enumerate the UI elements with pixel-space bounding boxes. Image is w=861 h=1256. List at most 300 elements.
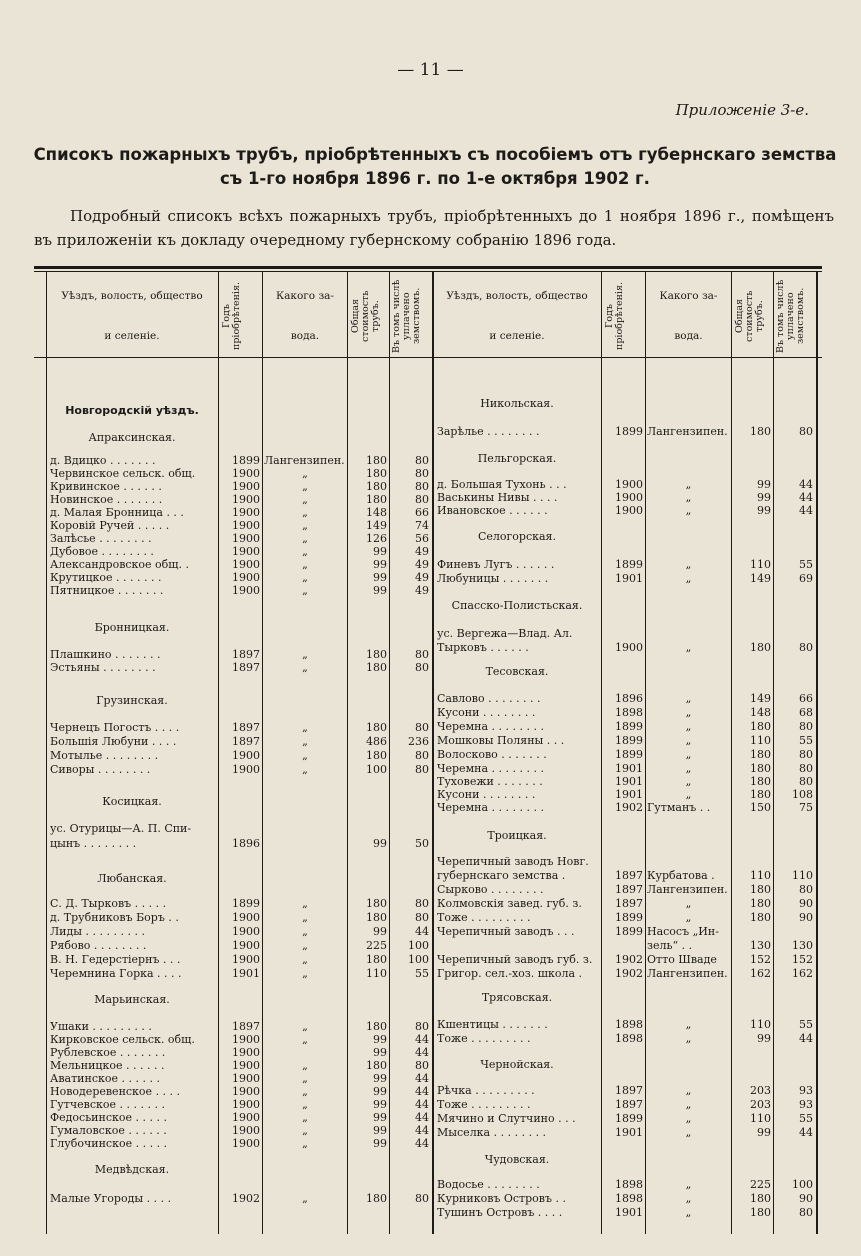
row-zemstvo: 80 xyxy=(415,1020,429,1033)
volost-heading: Медвѣдская. xyxy=(94,1163,170,1176)
volost-heading: Чернойская. xyxy=(480,1058,554,1071)
row-place: Кривинское . . . . . . xyxy=(50,480,162,493)
row-place: Аватинское . . . . . . xyxy=(50,1072,160,1085)
row-year: 1901 xyxy=(615,762,643,775)
row-factory: „ xyxy=(302,480,308,493)
row-place: Тоже . . . . . . . . . xyxy=(437,1098,531,1111)
row-year: 1900 xyxy=(232,467,260,480)
volost-heading: Трясовская. xyxy=(481,991,553,1004)
row-place: Кирковское сельск. общ. xyxy=(50,1033,195,1046)
row-cost: 99 xyxy=(373,1098,387,1111)
row-place: Дубовое . . . . . . . . xyxy=(50,545,154,558)
row-zemstvo: 80 xyxy=(799,775,813,788)
row-zemstvo: 66 xyxy=(415,506,429,519)
row-zemstvo: 74 xyxy=(415,519,429,532)
row-zemstvo: 93 xyxy=(799,1098,813,1111)
row-cost: 180 xyxy=(366,911,387,924)
volost-heading: Косицкая. xyxy=(102,795,162,808)
row-zemstvo: 80 xyxy=(415,749,429,762)
volost-heading: Апраксинская. xyxy=(88,431,176,444)
row-place: Волосково . . . . . . . xyxy=(437,748,547,761)
row-zemstvo: 80 xyxy=(415,480,429,493)
row-cost: 225 xyxy=(750,1178,771,1191)
row-factory: „ xyxy=(685,1192,692,1205)
row-factory: „ xyxy=(302,571,308,584)
row-year: 1901 xyxy=(615,572,643,585)
row-zemstvo: 236 xyxy=(408,735,429,748)
row-zemstvo: 44 xyxy=(415,1046,429,1059)
row-zemstvo: 44 xyxy=(415,1072,429,1085)
row-place: д. Вдицко . . . . . . . xyxy=(50,454,156,467)
row-zemstvo: 44 xyxy=(799,1126,813,1139)
header-place-line1: Уѣздъ, волость, общество xyxy=(446,290,588,302)
volost-heading: Спасско-Полистьская. xyxy=(451,599,583,612)
row-year: 1900 xyxy=(232,1085,260,1098)
row-cost: 180 xyxy=(750,897,771,910)
row-factory: „ xyxy=(302,1059,308,1072)
row-factory: „ xyxy=(685,1126,692,1139)
header-factory-line1: Какого за- xyxy=(659,290,718,302)
row-year: 1898 xyxy=(615,1018,643,1031)
row-place: Рублевское . . . . . . . xyxy=(50,1046,166,1059)
row-cost: 180 xyxy=(750,720,771,733)
row-factory: „ xyxy=(302,532,308,545)
row-year: 1899 xyxy=(232,897,260,910)
row-factory: „ xyxy=(685,706,692,719)
row-year: 1896 xyxy=(232,837,260,850)
col-divider xyxy=(601,272,602,1234)
row-place: Гутчевское . . . . . . . xyxy=(50,1098,165,1111)
row-cost: 110 xyxy=(750,734,771,747)
table-top-rule-thin xyxy=(34,271,822,272)
row-zemstvo: 108 xyxy=(792,788,813,801)
row-year: 1897 xyxy=(232,721,260,734)
row-zemstvo: 50 xyxy=(415,837,429,850)
row-year: 1900 xyxy=(232,1111,260,1124)
row-zemstvo: 80 xyxy=(415,661,429,674)
row-year: 1901 xyxy=(615,788,643,801)
row-place: Ивановское . . . . . . xyxy=(437,504,548,517)
row-factory: „ xyxy=(302,1072,308,1085)
document-subtitle: Подробный списокъ всѣхъ пожарныхъ трубъ, пріобрѣтенныхъ до 1 ноября 1896 г., помѣщенъ въ приложеніи къ докладу очередному губернскому собранію 1896 года. xyxy=(34,207,834,249)
header-place-line2: и селеніе. xyxy=(489,330,545,342)
volost-heading: Чудовская. xyxy=(484,1153,550,1166)
row-factory: „ xyxy=(302,506,308,519)
row-cost: 180 xyxy=(366,480,387,493)
row-factory: „ xyxy=(302,735,308,748)
row-year: 1902 xyxy=(232,1192,260,1205)
row-cost: 99 xyxy=(373,545,387,558)
row-year: 1899 xyxy=(615,925,643,938)
row-cost: 162 xyxy=(750,967,771,980)
row-cost: 110 xyxy=(750,1112,771,1125)
row-year: 1898 xyxy=(615,706,643,719)
row-year: 1900 xyxy=(615,478,643,491)
row-zemstvo: 44 xyxy=(799,491,813,504)
row-cost: 180 xyxy=(366,454,387,467)
row-zemstvo: 80 xyxy=(415,467,429,480)
row-zemstvo: 55 xyxy=(799,1018,813,1031)
volost-heading: Селогорская. xyxy=(478,530,556,543)
row-place: Черепичный заводъ Новг. xyxy=(437,855,589,868)
row-place: В. Н. Гедерстіернъ . . . xyxy=(50,953,181,966)
row-place: Новодеревенское . . . . xyxy=(50,1085,181,1098)
row-zemstvo: 49 xyxy=(415,571,429,584)
header-factory-right xyxy=(647,276,730,356)
row-zemstvo: 152 xyxy=(792,953,813,966)
row-place: Колмовскія завед. губ. з. xyxy=(437,897,582,910)
table-top-rule xyxy=(34,266,822,269)
row-cost: 99 xyxy=(373,1072,387,1085)
row-cost: 180 xyxy=(750,748,771,761)
row-cost: 180 xyxy=(366,953,387,966)
row-factory: „ xyxy=(685,1098,692,1111)
row-place: Черемна . . . . . . . . xyxy=(437,762,544,775)
row-zemstvo: 44 xyxy=(415,925,429,938)
row-zemstvo: 44 xyxy=(415,1137,429,1150)
row-year: 1900 xyxy=(232,519,260,532)
row-place: Водосье . . . . . . . . xyxy=(437,1178,540,1191)
row-zemstvo: 90 xyxy=(799,911,813,924)
row-place: Плашкино . . . . . . . xyxy=(50,648,161,661)
row-cost: 110 xyxy=(750,1018,771,1031)
row-year: 1900 xyxy=(232,558,260,571)
row-cost: 180 xyxy=(366,1192,387,1205)
row-zemstvo: 49 xyxy=(415,545,429,558)
row-cost: 180 xyxy=(366,661,387,674)
row-factory: Отто Шваде xyxy=(647,953,717,966)
row-cost: 180 xyxy=(750,911,771,924)
row-place: Тоже . . . . . . . . . xyxy=(437,911,531,924)
row-cost: 180 xyxy=(366,1020,387,1033)
row-factory: „ xyxy=(685,788,692,801)
row-cost: 99 xyxy=(373,837,387,850)
row-zemstvo: 69 xyxy=(799,572,813,585)
row-place: Лиды . . . . . . . . . xyxy=(50,925,145,938)
row-cost: 100 xyxy=(366,763,387,776)
volost-heading: Троицкая. xyxy=(487,829,547,842)
row-year: 1897 xyxy=(615,1084,643,1097)
row-year: 1898 xyxy=(615,1178,643,1191)
row-factory: „ xyxy=(302,1137,308,1150)
row-factory: „ xyxy=(302,721,308,734)
row-year: 1900 xyxy=(232,953,260,966)
row-year: 1901 xyxy=(232,967,260,980)
row-factory: Лангензипен. xyxy=(647,883,728,896)
row-place: Туховежи . . . . . . . xyxy=(437,775,543,788)
row-place: Ушаки . . . . . . . . . xyxy=(50,1020,152,1033)
row-cost: 99 xyxy=(373,1033,387,1046)
row-factory: „ xyxy=(302,1192,308,1205)
row-place: Александровское общ. . xyxy=(50,558,190,571)
row-zemstvo: 44 xyxy=(415,1124,429,1137)
row-place: Зарѣлье . . . . . . . . xyxy=(437,425,540,438)
row-zemstvo: 80 xyxy=(415,721,429,734)
header-place-right xyxy=(435,276,599,356)
row-factory: „ xyxy=(685,720,692,733)
row-place: Мыселка . . . . . . . . xyxy=(437,1126,547,1139)
row-zemstvo: 44 xyxy=(799,1032,813,1045)
row-cost: 180 xyxy=(366,721,387,734)
row-year: 1897 xyxy=(615,883,643,896)
row-place: Савлово . . . . . . . . xyxy=(437,692,541,705)
row-place: Мотылье . . . . . . . . xyxy=(50,749,159,762)
row-zemstvo: 55 xyxy=(799,558,813,571)
row-place: Тушинъ Островъ . . . . xyxy=(437,1206,563,1219)
row-cost: 99 xyxy=(757,1032,771,1045)
row-year: 1897 xyxy=(232,1020,260,1033)
row-zemstvo: 44 xyxy=(415,1098,429,1111)
header-cost: Общая стоимость трубъ. xyxy=(350,290,381,342)
row-place: губернскаго земства . xyxy=(437,869,566,882)
row-year: 1899 xyxy=(615,911,643,924)
row-place: Рябово . . . . . . . . xyxy=(50,939,147,952)
row-zemstvo: 49 xyxy=(415,558,429,571)
row-factory: „ xyxy=(302,925,308,938)
row-cost: 148 xyxy=(750,706,771,719)
row-year: 1899 xyxy=(615,425,643,438)
volost-heading: Пельгорская. xyxy=(477,452,557,465)
row-place: Новинское . . . . . . . xyxy=(50,493,163,506)
row-place: Крутицкое . . . . . . . xyxy=(50,571,162,584)
row-zemstvo: 110 xyxy=(792,869,813,882)
row-year: 1897 xyxy=(615,897,643,910)
row-zemstvo: 44 xyxy=(415,1111,429,1124)
row-cost: 180 xyxy=(750,425,771,438)
row-place: С. Д. Тырковъ . . . . . xyxy=(50,897,167,910)
row-zemstvo: 75 xyxy=(799,801,813,814)
volost-heading: Любанская. xyxy=(97,872,167,885)
row-factory: „ xyxy=(302,1098,308,1111)
row-zemstvo: 80 xyxy=(415,897,429,910)
row-factory: „ xyxy=(685,1178,692,1191)
row-year: 1901 xyxy=(615,1126,643,1139)
row-cost: 149 xyxy=(366,519,387,532)
row-zemstvo: 80 xyxy=(415,493,429,506)
col-divider xyxy=(262,272,263,1234)
row-place: Мячино и Слутчино . . . xyxy=(437,1112,576,1125)
row-cost: 99 xyxy=(373,558,387,571)
row-zemstvo: 100 xyxy=(408,953,429,966)
row-cost: 99 xyxy=(373,925,387,938)
row-year: 1899 xyxy=(232,454,260,467)
row-cost: 180 xyxy=(750,788,771,801)
row-year: 1900 xyxy=(232,1046,260,1059)
volost-heading: Марьинская. xyxy=(94,993,170,1006)
row-place: Мошковы Поляны . . . xyxy=(437,734,565,747)
row-cost: 150 xyxy=(750,801,771,814)
row-factory: „ xyxy=(302,1124,308,1137)
row-factory: „ xyxy=(302,1085,308,1098)
row-factory: „ xyxy=(685,897,692,910)
row-place: Тоже . . . . . . . . . xyxy=(437,1032,531,1045)
row-place: Мельницкое . . . . . . xyxy=(50,1059,165,1072)
row-year: 1900 xyxy=(232,763,260,776)
row-factory: „ xyxy=(302,1020,308,1033)
row-factory: Насосъ „Ин- xyxy=(647,925,719,938)
volost-heading: Никольская. xyxy=(480,397,554,410)
row-zemstvo: 44 xyxy=(799,478,813,491)
row-cost: 180 xyxy=(750,641,771,654)
row-year: 1900 xyxy=(232,506,260,519)
row-year: 1897 xyxy=(232,735,260,748)
row-cost: 180 xyxy=(750,762,771,775)
row-year: 1900 xyxy=(232,911,260,924)
row-factory: „ xyxy=(302,1033,308,1046)
row-year: 1901 xyxy=(615,1206,643,1219)
row-place: Коровій Ручей . . . . . xyxy=(50,519,170,532)
row-factory: „ xyxy=(302,558,308,571)
row-place: Чернецъ Погостъ . . . . xyxy=(50,721,180,734)
row-factory: „ xyxy=(685,504,692,517)
row-zemstvo: 55 xyxy=(799,734,813,747)
row-year: 1900 xyxy=(615,504,643,517)
row-place: Гумаловское . . . . . . xyxy=(50,1124,167,1137)
row-zemstvo: 49 xyxy=(415,584,429,597)
col-divider xyxy=(816,272,818,1234)
row-cost: 99 xyxy=(757,478,771,491)
row-zemstvo: 93 xyxy=(799,1084,813,1097)
document-title: Списокъ пожарныхъ трубъ, пріобрѣтенныхъ съ пособіемъ отъ губернскаго земства съ 1-го ноября 1896 г. по 1-е октября 1902 г. xyxy=(33,145,837,188)
row-year: 1900 xyxy=(232,1137,260,1150)
volost-heading: Грузинская. xyxy=(96,694,168,707)
row-factory: „ xyxy=(302,939,308,952)
row-year: 1899 xyxy=(615,558,643,571)
row-cost: 99 xyxy=(373,571,387,584)
row-cost: 126 xyxy=(366,532,387,545)
row-cost: 99 xyxy=(373,1124,387,1137)
row-zemstvo: 80 xyxy=(799,883,813,896)
row-factory: зель“ . . xyxy=(647,939,693,952)
row-place: Сиворы . . . . . . . . xyxy=(50,763,151,776)
row-zemstvo: 100 xyxy=(408,939,429,952)
row-cost: 180 xyxy=(750,775,771,788)
row-factory: „ xyxy=(302,1111,308,1124)
row-year: 1899 xyxy=(615,748,643,761)
row-place: цынъ . . . . . . . . xyxy=(50,837,137,850)
row-factory: „ xyxy=(685,491,692,504)
row-cost: 180 xyxy=(366,648,387,661)
row-factory: „ xyxy=(685,734,692,747)
row-zemstvo: 80 xyxy=(799,720,813,733)
row-cost: 180 xyxy=(366,1059,387,1072)
row-zemstvo: 80 xyxy=(415,911,429,924)
row-place: Эстьяны . . . . . . . . xyxy=(50,661,156,674)
row-year: 1900 xyxy=(232,1059,260,1072)
row-year: 1900 xyxy=(232,1098,260,1111)
row-zemstvo: 130 xyxy=(792,939,813,952)
row-year: 1899 xyxy=(615,720,643,733)
row-year: 1899 xyxy=(615,734,643,747)
row-place: Черемна . . . . . . . . xyxy=(437,801,544,814)
row-factory: „ xyxy=(302,661,308,674)
appendix-label: Приложеніе 3-е. xyxy=(675,101,809,119)
row-place: Кшентицы . . . . . . . xyxy=(437,1018,548,1031)
row-cost: 180 xyxy=(750,1206,771,1219)
row-cost: 99 xyxy=(373,1085,387,1098)
col-divider xyxy=(46,272,47,1234)
row-place: Федосьинское . . . . . xyxy=(50,1111,167,1124)
row-cost: 99 xyxy=(757,1126,771,1139)
row-year: 1900 xyxy=(232,571,260,584)
col-divider xyxy=(218,272,219,1234)
row-factory: „ xyxy=(302,493,308,506)
row-cost: 148 xyxy=(366,506,387,519)
row-factory: „ xyxy=(302,897,308,910)
row-factory: Лангензипен. xyxy=(264,454,345,467)
row-zemstvo: 90 xyxy=(799,1192,813,1205)
row-year: 1897 xyxy=(615,1098,643,1111)
page-number: — 11 — xyxy=(397,60,464,80)
row-cost: 486 xyxy=(366,735,387,748)
col-divider xyxy=(389,272,390,1234)
row-place: ус. Отурицы—А. П. Спи- xyxy=(50,822,192,835)
row-year: 1897 xyxy=(232,648,260,661)
row-place: Кусони . . . . . . . . xyxy=(437,706,536,719)
row-zemstvo: 162 xyxy=(792,967,813,980)
row-place: ус. Вергежа—Влад. Ал. xyxy=(437,627,573,640)
volost-heading: Тесовская. xyxy=(485,665,549,678)
header-factory-line2: вода. xyxy=(674,330,703,342)
row-factory: „ xyxy=(302,967,308,980)
row-cost: 99 xyxy=(373,584,387,597)
row-zemstvo: 44 xyxy=(415,1085,429,1098)
row-year: 1900 xyxy=(232,1124,260,1137)
row-year: 1900 xyxy=(232,545,260,558)
row-year: 1900 xyxy=(232,584,260,597)
row-year: 1898 xyxy=(615,1032,643,1045)
row-place: д. Малая Бронница . . . xyxy=(50,506,184,519)
header-year-right: Годъ пріобрѣтенія. xyxy=(604,282,625,350)
row-zemstvo: 56 xyxy=(415,532,429,545)
row-year: 1900 xyxy=(232,493,260,506)
col-divider xyxy=(645,272,646,1234)
row-factory: „ xyxy=(685,1032,692,1045)
row-zemstvo: 80 xyxy=(415,763,429,776)
col-divider xyxy=(773,272,774,1234)
row-year: 1900 xyxy=(232,939,260,952)
row-factory: „ xyxy=(685,911,692,924)
row-year: 1896 xyxy=(615,692,643,705)
row-place: Черемна . . . . . . . . xyxy=(437,720,544,733)
header-place xyxy=(48,276,216,356)
row-factory: „ xyxy=(302,519,308,532)
row-place: Курниковъ Островъ . . xyxy=(437,1192,566,1205)
col-divider xyxy=(347,272,348,1234)
row-cost: 99 xyxy=(757,504,771,517)
row-year: 1900 xyxy=(232,1033,260,1046)
row-cost: 110 xyxy=(750,869,771,882)
row-cost: 180 xyxy=(366,749,387,762)
row-factory: Лангензипен. xyxy=(647,425,728,438)
table-header-rule xyxy=(34,357,822,358)
row-place: Глубочинское . . . . . xyxy=(50,1137,168,1150)
row-zemstvo: 44 xyxy=(415,1033,429,1046)
header-factory-line1: Какого за- xyxy=(276,290,334,302)
row-cost: 110 xyxy=(366,967,387,980)
row-place: Малые Угороды . . . . xyxy=(50,1192,172,1205)
row-factory: „ xyxy=(685,572,692,585)
row-zemstvo: 44 xyxy=(799,504,813,517)
row-place: Любуницы . . . . . . . xyxy=(437,572,549,585)
row-year: 1900 xyxy=(232,925,260,938)
row-factory: „ xyxy=(685,748,692,761)
row-factory: „ xyxy=(302,749,308,762)
row-zemstvo: 80 xyxy=(415,1059,429,1072)
row-factory: „ xyxy=(302,953,308,966)
row-factory: „ xyxy=(302,467,308,480)
row-year: 1899 xyxy=(615,1112,643,1125)
